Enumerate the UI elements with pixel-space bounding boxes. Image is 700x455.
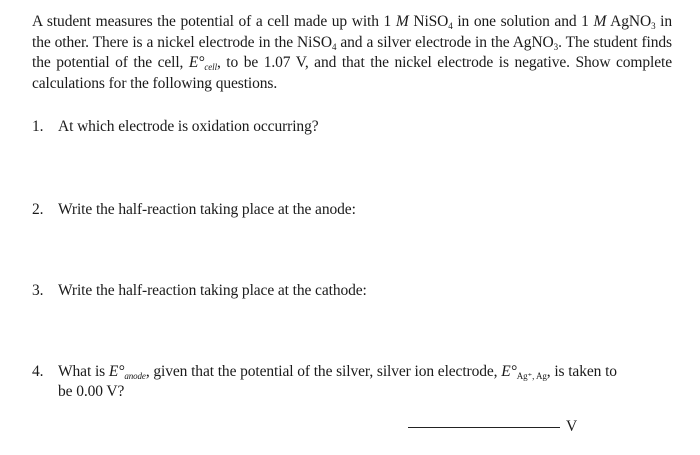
intro-text: , to be 1.07 V, and that the nickel electrode is negative. Show complete calculations for the following questions.: [32, 54, 672, 92]
answer-field[interactable]: [408, 417, 658, 437]
molarity-unit: M: [395, 13, 409, 30]
intro-text: NiSO: [408, 13, 449, 30]
molarity-unit: M: [593, 13, 607, 30]
intro-text: . The student finds the potential of the cell,: [32, 33, 672, 71]
potential-symbol: E°: [108, 363, 125, 380]
answer-unit: V: [566, 418, 578, 435]
question-text: , given that the potential of the silver, silver ion electrode,: [145, 363, 502, 380]
subscript: cell: [204, 62, 217, 72]
subscript: 4: [331, 41, 337, 52]
question-text: be 0.00 V?: [58, 383, 125, 400]
question-text: , is taken to: [546, 363, 617, 380]
question-text: At which electrode is oxidation occurring?: [58, 118, 319, 135]
intro-text: AgNO: [606, 13, 652, 30]
subscript: 4: [448, 21, 453, 31]
subscript: Ag⁺, Ag: [516, 371, 547, 381]
question-number: 3.: [32, 282, 44, 299]
subscript: 3: [553, 41, 559, 52]
question-text: Write the half-reaction taking place at the anode:: [58, 201, 356, 218]
subscript: anode: [124, 371, 146, 381]
question-1: [32, 117, 319, 137]
intro-text: and a silver electrode in the AgNO: [336, 33, 554, 51]
potential-symbol: E°: [501, 363, 517, 380]
intro-text: in one solution and 1: [452, 13, 594, 30]
question-4: [32, 362, 672, 402]
intro-text: in the other. There is a nickel electrode in the NiSO: [32, 13, 672, 51]
problem-statement: [32, 12, 672, 94]
question-number: 4.: [32, 363, 44, 380]
answer-blank-line[interactable]: [408, 427, 560, 428]
question-number: 2.: [32, 201, 44, 218]
potential-symbol: E°: [188, 54, 205, 71]
question-text: Write the half-reaction taking place at the cathode:: [58, 282, 367, 299]
intro-text: A student measures the potential of a cell made up with 1: [32, 13, 396, 30]
question-number: 1.: [32, 118, 44, 135]
question-2: [32, 200, 356, 220]
question-3: [32, 281, 367, 301]
question-text: What is: [58, 363, 109, 380]
subscript: 3: [651, 21, 656, 31]
